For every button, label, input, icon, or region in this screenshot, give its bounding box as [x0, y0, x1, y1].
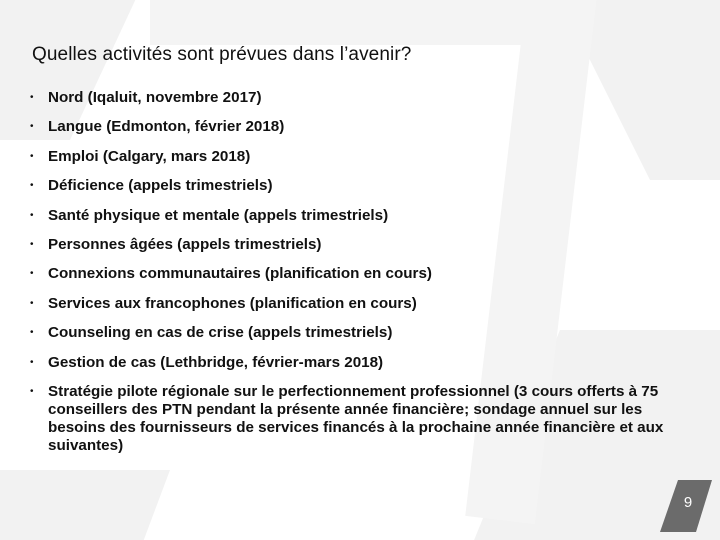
- bullet-text: Déficience (appels trimestriels): [48, 177, 273, 195]
- bullet-icon: •: [30, 297, 34, 309]
- bullet-item: [30, 354, 698, 373]
- bullet-item: [30, 236, 698, 255]
- bullet-icon: •: [30, 238, 34, 250]
- bullet-icon: •: [30, 356, 34, 368]
- bullet-icon: •: [30, 180, 34, 192]
- bullet-item: [30, 383, 698, 455]
- bullet-item: [30, 118, 698, 137]
- bullet-icon: •: [30, 150, 34, 162]
- bullet-text: Counseling en cas de crise (appels trimestriels): [48, 324, 393, 342]
- bullet-text: Gestion de cas (Lethbridge, février-mars 2018): [48, 353, 384, 371]
- bullet-icon: •: [30, 327, 34, 339]
- bullet-item: [30, 324, 698, 343]
- bullet-icon: •: [30, 92, 34, 103]
- slide-title: Quelles activités sont prévues dans l’avenir?: [32, 44, 412, 65]
- bullet-list: [30, 89, 698, 466]
- bullet-text: Stratégie pilote régionale sur le perfectionnement professionnel (3 cours offerts à 75 conseillers des PTN pendant la présente année financière; sondage annuel sur les besoins des fournisseurs de services financés à la prochaine année financière et aux suivantes): [48, 382, 664, 454]
- bullet-icon: •: [30, 209, 34, 221]
- bullet-item: [30, 89, 698, 108]
- bullet-icon: •: [30, 121, 34, 133]
- bullet-item: [30, 295, 698, 314]
- bullet-item: [30, 207, 698, 226]
- bullet-text: Nord (Iqaluit, novembre 2017): [48, 89, 262, 106]
- page-number: 9: [683, 494, 693, 511]
- bullet-text: Santé physique et mentale (appels trimestriels): [48, 206, 389, 224]
- bullet-text: Personnes âgées (appels trimestriels): [48, 235, 322, 253]
- bullet-icon: •: [30, 385, 34, 397]
- bullet-text: Services aux francophones (planification en cours): [48, 294, 417, 312]
- bullet-item: [30, 148, 698, 167]
- bullet-text: Langue (Edmonton, février 2018): [48, 118, 285, 136]
- bullet-item: [30, 177, 698, 196]
- bullet-text: Connexions communautaires (planification en cours): [48, 265, 432, 283]
- bullet-text: Emploi (Calgary, mars 2018): [48, 147, 251, 165]
- bullet-icon: •: [30, 268, 34, 280]
- bullet-item: [30, 265, 698, 284]
